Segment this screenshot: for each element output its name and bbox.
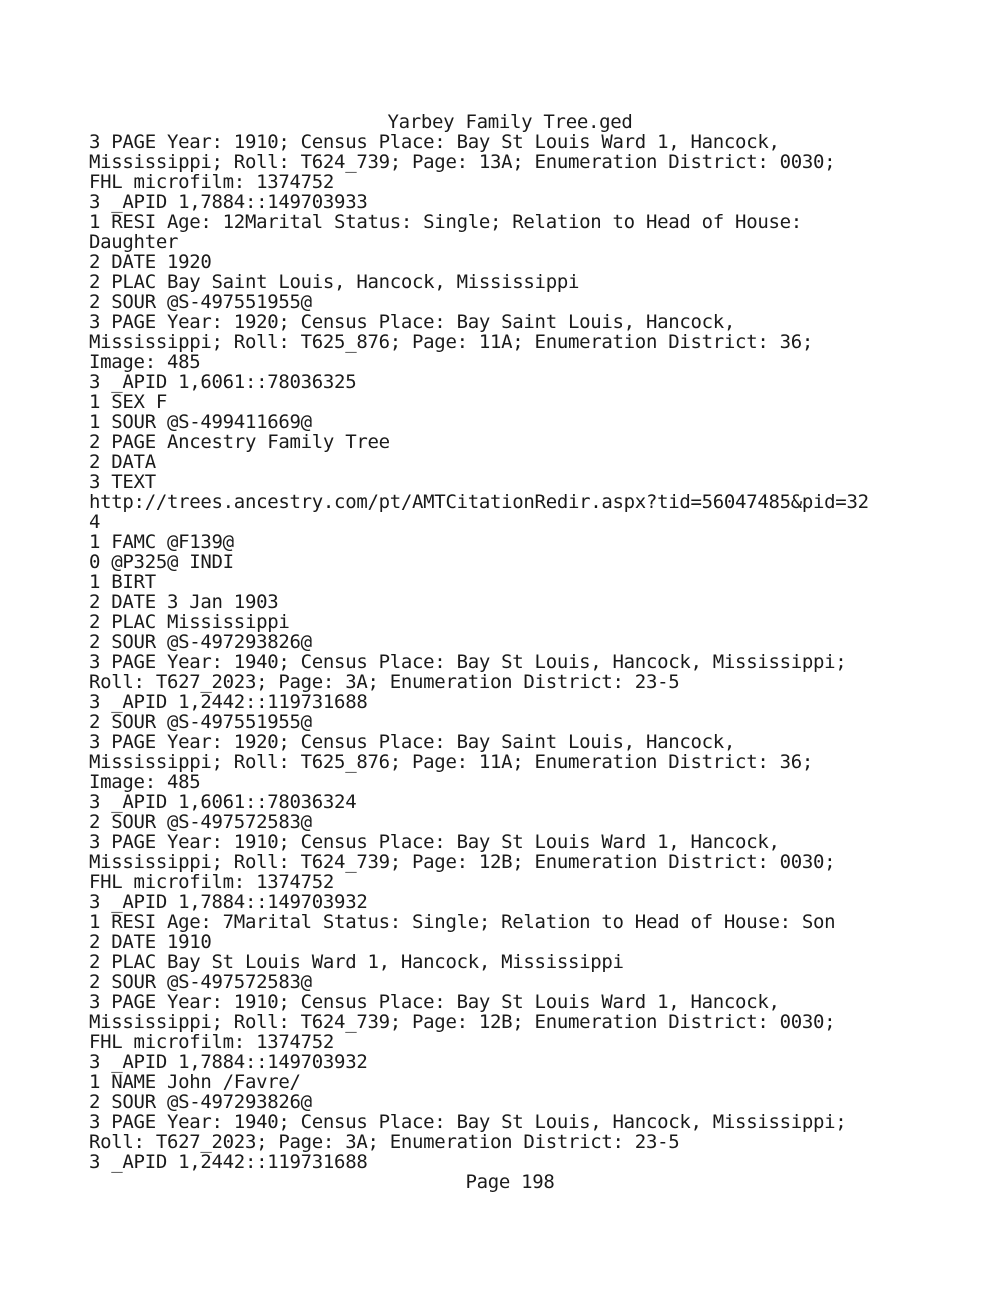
gedcom-line: FHL microfilm: 1374752 [89,171,335,193]
gedcom-text-body [89,132,949,1172]
gedcom-line: 2 DATE 1920 [89,251,212,273]
gedcom-line: FHL microfilm: 1374752 [89,1031,335,1053]
gedcom-line: 4 [89,511,101,533]
gedcom-line: 3 TEXT [89,471,156,493]
gedcom-line: 3 PAGE Year: 1920; Census Place: Bay Saint Louis, Hancock, [89,731,736,753]
gedcom-line: Roll: T627_2023; Page: 3A; Enumeration District: 23-5 [89,1131,680,1153]
gedcom-line: 2 SOUR @S-497572583@ [89,971,312,993]
gedcom-line: 3 PAGE Year: 1940; Census Place: Bay St Louis, Hancock, Mississippi; [89,1111,847,1133]
gedcom-line: 3 _APID 1,7884::149703932 [89,1051,368,1073]
gedcom-line: 2 SOUR @S-497551955@ [89,711,312,733]
gedcom-line: 2 PLAC Bay St Louis Ward 1, Hancock, Mississippi [89,951,624,973]
gedcom-line: Mississippi; Roll: T624_739; Page: 12B; Enumeration District: 0030; [89,851,836,873]
gedcom-line: Daughter [89,231,179,253]
gedcom-line: 1 RESI Age: 12Marital Status: Single; Relation to Head of House: [89,211,802,233]
gedcom-line: 2 DATE 1910 [89,931,212,953]
gedcom-line: 3 PAGE Year: 1910; Census Place: Bay St Louis Ward 1, Hancock, [89,831,780,853]
gedcom-line: Mississippi; Roll: T624_739; Page: 13A; Enumeration District: 0030; [89,151,836,173]
gedcom-line: 2 SOUR @S-497293826@ [89,1091,312,1113]
gedcom-line: 2 SOUR @S-497551955@ [89,291,312,313]
gedcom-line: FHL microfilm: 1374752 [89,871,335,893]
gedcom-line: 1 BIRT [89,571,156,593]
gedcom-line: 3 _APID 1,6061::78036324 [89,791,357,813]
gedcom-line: 2 PLAC Mississippi [89,611,290,633]
document-title: Yarbey Family Tree.ged [387,111,633,133]
gedcom-line: Roll: T627_2023; Page: 3A; Enumeration District: 23-5 [89,671,680,693]
gedcom-line: 2 SOUR @S-497293826@ [89,631,312,653]
gedcom-line: Mississippi; Roll: T625_876; Page: 11A; Enumeration District: 36; [89,331,814,353]
gedcom-line: 3 _APID 1,2442::119731688 [89,691,368,713]
gedcom-line: 3 PAGE Year: 1910; Census Place: Bay St Louis Ward 1, Hancock, [89,131,780,153]
gedcom-line: 1 RESI Age: 7Marital Status: Single; Relation to Head of House: Son [89,911,836,933]
gedcom-line: 1 SOUR @S-499411669@ [89,411,312,433]
gedcom-line: Mississippi; Roll: T625_876; Page: 11A; Enumeration District: 36; [89,751,814,773]
gedcom-line: 3 _APID 1,7884::149703933 [89,191,368,213]
gedcom-line: Image: 485 [89,351,201,373]
gedcom-line: Image: 485 [89,771,201,793]
gedcom-line: 3 _APID 1,2442::119731688 [89,1151,368,1173]
gedcom-line: 1 NAME John /Favre/ [89,1071,301,1093]
page-number: Page 198 [465,1171,555,1193]
gedcom-line: 3 _APID 1,6061::78036325 [89,371,357,393]
gedcom-line: 1 FAMC @F139@ [89,531,234,553]
gedcom-line: 3 PAGE Year: 1910; Census Place: Bay St Louis Ward 1, Hancock, [89,991,780,1013]
gedcom-line: 3 PAGE Year: 1940; Census Place: Bay St Louis, Hancock, Mississippi; [89,651,847,673]
gedcom-line: 2 PLAC Bay Saint Louis, Hancock, Mississippi [89,271,580,293]
gedcom-line: http://trees.ancestry.com/pt/AMTCitationRedir.aspx?tid=56047485&pid=32 [89,491,869,513]
gedcom-line: Mississippi; Roll: T624_739; Page: 12B; Enumeration District: 0030; [89,1011,836,1033]
gedcom-line: 0 @P325@ INDI [89,551,234,573]
gedcom-line: 3 _APID 1,7884::149703932 [89,891,368,913]
gedcom-line: 2 DATA [89,451,156,473]
gedcom-line: 2 DATE 3 Jan 1903 [89,591,279,613]
gedcom-line: 2 PAGE Ancestry Family Tree [89,431,390,453]
gedcom-line: 3 PAGE Year: 1920; Census Place: Bay Saint Louis, Hancock, [89,311,736,333]
gedcom-line: 2 SOUR @S-497572583@ [89,811,312,833]
gedcom-line: 1 SEX F [89,391,167,413]
